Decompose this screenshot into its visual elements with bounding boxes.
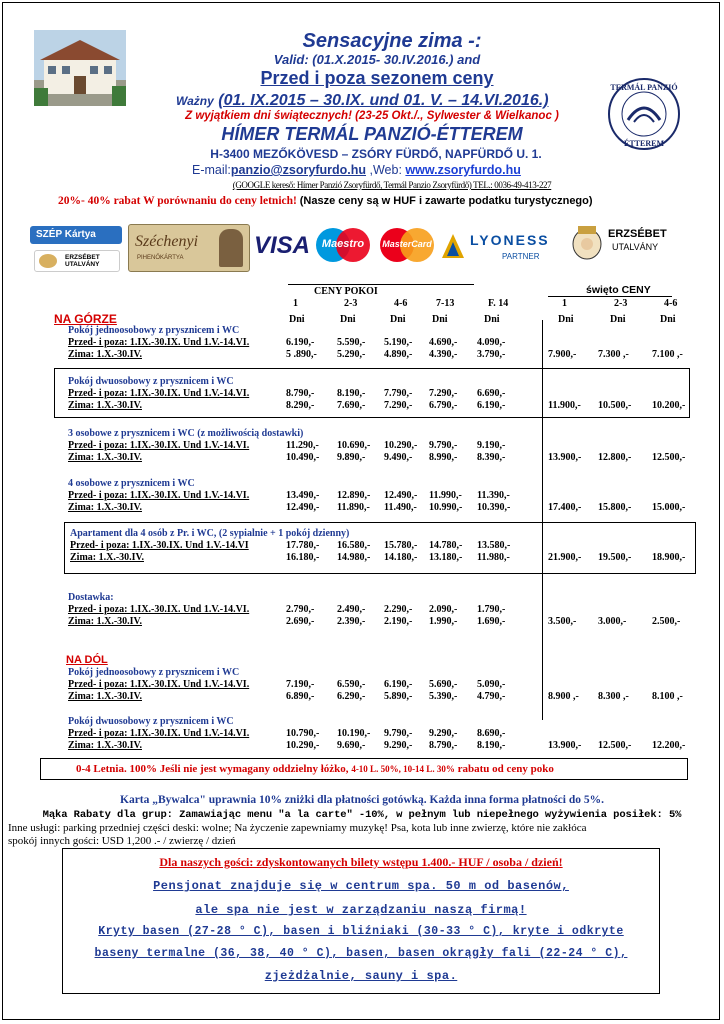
valid-dates: Valid: (01.X.2015- 30.IV.2016.) and [273, 52, 481, 67]
column-header-unit: Dni [432, 314, 448, 325]
price-zima: 9.290,- [384, 740, 413, 751]
price-przed: 8.790,- [286, 388, 315, 399]
email-link[interactable]: panzio@zsoryfurdo.hu [230, 163, 367, 177]
season-label-zima: Zima: 1.X.-30.IV. [68, 452, 142, 463]
season-label-zima: Zima: 1.X.-30.IV. [68, 616, 142, 627]
szechenyi-portrait [219, 229, 243, 267]
price-zima: 6.790,- [429, 400, 458, 411]
season-label-przed: Przed- i poza: 1.IX.-30.IX. Und 1.V.-14.VI. [68, 728, 250, 739]
hotel-address: H-3400 MEZŐKÖVESD – ZSÓRY FÜRDŐ, NAPFÜRDŐ U. 1. [210, 147, 542, 161]
column-header-unit: Dni [390, 314, 406, 325]
price-przed: 1.790,- [477, 604, 506, 615]
room-type-title: Pokój dwuosobowy z prysznicem i WC [68, 376, 234, 387]
wazny-dates: (01. IX.2015 – 30.IX. und 01. V. – 14.VI.2016.) [218, 92, 549, 109]
price-przed: 9.790,- [384, 728, 413, 739]
season-label-zima: Zima: 1.X.-30.IV. [68, 502, 142, 513]
erzsebet-small-text: ERZSÉBET UTALVÁNY [65, 254, 100, 269]
other-services-line2: spokój innych gości: USD 1,200 .- / zwierzę / dzień [8, 835, 236, 847]
room-type-title: Apartament dla 4 osób z Pr. i WC, (2 sypialnie + 1 pokój dzienny) [70, 528, 350, 539]
price-zima: 2.190,- [384, 616, 413, 627]
erzsebet-subtext: UTALVÁNY [612, 242, 659, 252]
pools-line2: baseny termalne (36, 38, 40 ° C), basen, basen okrągły fali (22-24 ° C), [94, 947, 628, 960]
price-zima: 5.390,- [429, 691, 458, 702]
price-zima: 4.790,- [477, 691, 506, 702]
column-header-unit: Dni [484, 314, 500, 325]
price-przed: 11.290,- [286, 440, 319, 451]
price-holiday: 7.300 ,- [598, 349, 629, 360]
children-discount-mid: 4-10 L. 50%, 10-14 L. 30% [351, 764, 455, 774]
price-holiday: 10.500,- [598, 400, 632, 411]
room-type-title: 3 osobowe z prysznicem i WC (z możliwością dostawki) [68, 428, 304, 439]
price-holiday: 15.000,- [652, 502, 686, 513]
column-header-num: 2-3 [614, 298, 628, 309]
season-label-przed: Przed- i poza: 1.IX.-30.IX. Und 1.V.-14.VI. [68, 337, 250, 348]
ceny-pokoi-rule [288, 284, 474, 285]
season-title-text: Przed i poza sezonem ceny [260, 68, 494, 88]
price-zima: 6.190,- [477, 400, 506, 411]
price-zima: 13.180,- [429, 552, 463, 563]
price-zima: 2.690,- [286, 616, 315, 627]
price-przed: 9.290,- [429, 728, 458, 739]
page-title: Sensacyjne zima -: [302, 30, 482, 52]
na-dol-label: NA DÓL [66, 654, 108, 666]
ceny-pokoi-header: CENY POKOI [314, 286, 378, 297]
wazny-label: Ważny [176, 94, 214, 108]
price-przed: 7.790,- [384, 388, 413, 399]
price-przed: 5.190,- [384, 337, 413, 348]
guest-info-box [62, 848, 660, 994]
children-discount-line [76, 763, 554, 775]
price-zima: 5.890,- [384, 691, 413, 702]
other-services-line1: Inne usługi: parking przedniej części deski: wolne; Na życzenie zapewniamy muzykę! Psa, kota lub inne zwierzę, które nie zakłóca [8, 822, 587, 834]
price-zima: 10.490,- [286, 452, 320, 463]
price-holiday: 18.900,- [652, 552, 686, 563]
price-holiday: 15.800,- [598, 502, 632, 513]
price-holiday: 19.500,- [598, 552, 632, 563]
column-header-num: 4-6 [394, 298, 408, 309]
web-link[interactable]: www.zsoryfurdo.hu [405, 163, 521, 177]
price-zima: 5 .890,- [286, 349, 317, 360]
season-label-zima: Zima: 1.X.-30.IV. [68, 740, 142, 751]
price-przed: 2.490,- [337, 604, 366, 615]
price-zima: 8.290,- [286, 400, 315, 411]
price-zima: 1.990,- [429, 616, 458, 627]
szechenyi-card-logo [128, 224, 250, 272]
price-zima: 9.490,- [384, 452, 413, 463]
column-header-unit: Dni [340, 314, 356, 325]
price-holiday: 7.100 ,- [652, 349, 683, 360]
price-zima: 10.290,- [286, 740, 320, 751]
price-przed: 9.790,- [429, 440, 458, 451]
price-przed: 2.290,- [384, 604, 413, 615]
price-holiday: 12.500,- [652, 452, 686, 463]
price-przed: 12.490,- [384, 490, 418, 501]
price-przed: 7.290,- [429, 388, 458, 399]
price-przed: 11.390,- [477, 490, 510, 501]
price-przed: 17.780,- [286, 540, 320, 551]
price-zima: 9.690,- [337, 740, 366, 751]
guest-ticket-offer: Dla naszych gości: zdyskontowanych bilety wstępu 1.400.- HUF / osoba / dzień! [159, 855, 563, 869]
price-zima: 12.490,- [286, 502, 320, 513]
szep-kartya-text: SZÉP Kártya [36, 229, 96, 240]
column-header-num: 1 [293, 298, 298, 309]
price-zima: 7.290,- [384, 400, 413, 411]
price-przed: 15.780,- [384, 540, 418, 551]
price-holiday: 3.000,- [598, 616, 627, 627]
price-zima: 11.890,- [337, 502, 370, 513]
swieto-rule [548, 296, 672, 297]
maestro-logo [314, 226, 372, 264]
bywalca-note: Karta „Bywalca" uprawnia 10% zniżki dla płatności gotówką. Każda inna forma płatności do 5%. [120, 794, 604, 806]
price-przed: 2.790,- [286, 604, 315, 615]
erzsebet-logo [570, 224, 688, 260]
price-zima: 5.290,- [337, 349, 366, 360]
price-przed: 5.090,- [477, 679, 506, 690]
price-zima: 1.690,- [477, 616, 506, 627]
svg-text:ÉTTEREM: ÉTTEREM [623, 139, 665, 148]
group-discount-note: Mąka Rabaty dla grup: Zamawiając menu "a la carte" -10%, w pełnym lub niepełnego wyżywienia posiłek: 5% [42, 809, 682, 821]
price-przed: 4.690,- [429, 337, 458, 348]
season-label-zima: Zima: 1.X.-30.IV. [68, 400, 142, 411]
price-holiday: 8.300 ,- [598, 691, 629, 702]
room-type-title: Pokój jednoosobowy z prysznicem i WC [68, 325, 240, 336]
google-phone-text: (GOOGLE kereső: Hímer Panzió Zsoryfürdő, Termál Panzio Zsoryfürdő) TEL.: 0036-49-413-227 [232, 180, 552, 190]
price-przed: 5.690,- [429, 679, 458, 690]
price-zima: 14.180,- [384, 552, 418, 563]
spa-management-line: ale spa nie jest w zarządzaniu naszą firmą! [195, 903, 527, 917]
erzsebet-crown-icon [570, 224, 604, 260]
price-przed: 6.590,- [337, 679, 366, 690]
discount-red: 20%- 40% rabat W porównaniu do ceny letnich! [58, 195, 297, 207]
price-przed: 11.990,- [429, 490, 462, 501]
season-label-przed: Przed- i poza: 1.IX.-30.IX. Und 1.V.-14.VI [70, 540, 249, 551]
visa-logo: VISA [254, 232, 310, 259]
mastercard-logo [378, 226, 436, 264]
price-przed: 10.190,- [337, 728, 371, 739]
price-zima: 10.390,- [477, 502, 511, 513]
season-label-przed: Przed- i poza: 1.IX.-30.IX. Und 1.V.-14.VI. [68, 490, 250, 501]
erzsebet-small-logo [34, 250, 120, 272]
price-przed: 13.490,- [286, 490, 320, 501]
price-przed: 5.590,- [337, 337, 366, 348]
price-holiday: 10.200,- [652, 400, 686, 411]
swieto-ceny-header: święto CENY [586, 284, 651, 296]
price-przed: 14.780,- [429, 540, 463, 551]
discount-note: (Nasze ceny są w HUF i zawarte podatku turystycznego) [299, 195, 593, 207]
children-discount-end: rabatu od ceny poko [457, 763, 554, 775]
price-zima: 11.980,- [477, 552, 510, 563]
lyoness-text: LYONESS [470, 232, 550, 248]
children-discount-red: 0-4 Letnia. 100% Jeśli nie jest wymagany oddzielny łóżko, [76, 763, 349, 775]
price-holiday: 8.900 ,- [548, 691, 579, 702]
season-label-przed: Przed- i poza: 1.IX.-30.IX. Und 1.V.-14.VI. [68, 440, 250, 451]
room-type-title: Pokój jednoosobowy z prysznicem i WC [68, 667, 240, 678]
price-zima: 6.890,- [286, 691, 315, 702]
na-gorze-label: NA GÓRZE [54, 312, 117, 326]
column-header-num: 2-3 [344, 298, 358, 309]
price-zima: 3.790,- [477, 349, 506, 360]
column-header-num: 4-6 [664, 298, 678, 309]
column-header-num: 1 [562, 298, 567, 309]
room-type-title: Pokój dwuosobowy z prysznicem i WC [68, 716, 234, 727]
price-holiday: 13.900,- [548, 740, 582, 751]
price-zima: 7.690,- [337, 400, 366, 411]
price-przed: 10.690,- [337, 440, 371, 451]
price-zima: 8.790,- [429, 740, 458, 751]
price-przed: 8.690,- [477, 728, 506, 739]
price-przed: 12.890,- [337, 490, 371, 501]
price-przed: 6.190,- [384, 679, 413, 690]
price-holiday: 11.900,- [548, 400, 581, 411]
szechenyi-text: Széchenyi [135, 233, 199, 250]
season-label-zima: Zima: 1.X.-30.IV. [68, 691, 142, 702]
lyoness-subtext: PARTNER [502, 252, 540, 261]
price-holiday: 12.500,- [598, 740, 632, 751]
price-zima: 2.390,- [337, 616, 366, 627]
column-header-unit: Dni [289, 314, 305, 325]
column-header-unit: Dni [610, 314, 626, 325]
price-przed: 16.580,- [337, 540, 371, 551]
erzsebet-text: ERZSÉBET [608, 228, 667, 240]
szep-kartya-logo [30, 226, 122, 244]
web-label: ,Web: [369, 163, 402, 177]
price-przed: 6.190,- [286, 337, 315, 348]
season-title [0, 68, 724, 89]
season-label-zima: Zima: 1.X.-30.IV. [68, 349, 142, 360]
column-header-num: 7-13 [436, 298, 455, 309]
price-zima: 8.990,- [429, 452, 458, 463]
season-label-przed: Przed- i poza: 1.IX.-30.IX. Und 1.V.-14.VI. [68, 388, 250, 399]
price-zima: 8.190,- [477, 740, 506, 751]
price-zima: 10.990,- [429, 502, 463, 513]
price-przed: 9.190,- [477, 440, 506, 451]
maestro-text: Maestro [321, 238, 365, 250]
season-label-zima: Zima: 1.X.-30.IV. [70, 552, 144, 563]
price-przed: 10.290,- [384, 440, 418, 451]
price-przed: 8.190,- [337, 388, 366, 399]
room-type-title: 4 osobowe z prysznicem i WC [68, 478, 195, 489]
spa-location-line: Pensjonat znajduje się w centrum spa. 50 m od basenów, [153, 879, 569, 893]
price-holiday: 13.900,- [548, 452, 582, 463]
price-zima: 6.290,- [337, 691, 366, 702]
pools-line1: Kryty basen (27-28 ° C), basen i bliźniaki (30-33 ° C), kryte i odkryte [98, 925, 624, 938]
price-przed: 4.090,- [477, 337, 506, 348]
price-przed: 10.790,- [286, 728, 320, 739]
price-zima: 4.390,- [429, 349, 458, 360]
lyoness-mark [440, 232, 466, 260]
column-header-unit: Dni [558, 314, 574, 325]
column-header-unit: Dni [660, 314, 676, 325]
price-zima: 14.980,- [337, 552, 371, 563]
season-label-przed: Przed- i poza: 1.IX.-30.IX. Und 1.V.-14.VI. [68, 604, 250, 615]
szechenyi-subtext: PIHENŐKÁRTYA [137, 255, 184, 261]
price-zima: 11.490,- [384, 502, 417, 513]
price-przed: 2.090,- [429, 604, 458, 615]
price-zima: 16.180,- [286, 552, 320, 563]
price-przed: 7.190,- [286, 679, 315, 690]
price-przed: 6.690,- [477, 388, 506, 399]
price-zima: 8.390,- [477, 452, 506, 463]
email-label: E-mail: [192, 163, 231, 177]
mastercard-text: MasterCard [382, 239, 432, 249]
column-header-num: F. 14 [488, 298, 509, 309]
holiday-exception: Z wyjątkiem dni świątecznych! (23-25 Okt./., Sylwester & Wielkanoc ) [185, 110, 559, 122]
season-label-przed: Przed- i poza: 1.IX.-30.IX. Und 1.V.-14.VI. [68, 679, 250, 690]
erzsebet-small-icon [39, 254, 57, 268]
price-holiday: 17.400,- [548, 502, 582, 513]
pools-line3: zjeżdżalnie, sauny i spa. [264, 969, 458, 983]
discount-line [58, 195, 593, 207]
price-holiday: 21.900,- [548, 552, 582, 563]
hotel-name: HÍMER TERMÁL PANZIÓ-ÉTTEREM [221, 124, 523, 144]
wazny-line [176, 92, 549, 110]
price-zima: 4.890,- [384, 349, 413, 360]
price-holiday: 12.800,- [598, 452, 632, 463]
price-holiday: 8.100 ,- [652, 691, 683, 702]
price-holiday: 12.200,- [652, 740, 686, 751]
room-type-title: Dostawka: [68, 592, 114, 603]
price-holiday: 7.900,- [548, 349, 577, 360]
lyoness-logo [440, 230, 560, 266]
price-holiday: 2.500,- [652, 616, 681, 627]
price-zima: 9.890,- [337, 452, 366, 463]
price-przed: 13.580,- [477, 540, 511, 551]
svg-text:TERMÁL PANZIÓ: TERMÁL PANZIÓ [610, 83, 678, 92]
google-phone-line [0, 180, 724, 190]
contact-line [192, 163, 521, 177]
price-holiday: 3.500,- [548, 616, 577, 627]
